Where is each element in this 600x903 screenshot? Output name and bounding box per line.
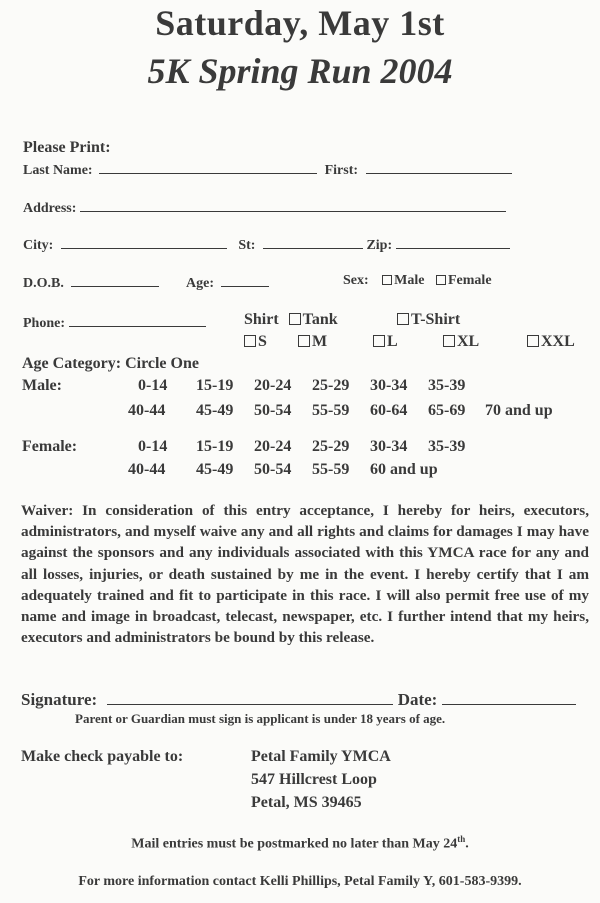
shirt-row [244, 311, 338, 329]
female-age-1[interactable]: 15-19 [196, 438, 234, 455]
female-age-6[interactable]: 40-44 [128, 461, 166, 478]
state-label: St: [238, 238, 256, 253]
phone-field[interactable] [69, 313, 206, 327]
sex-label: Sex: [343, 273, 369, 288]
zip-field[interactable] [396, 235, 510, 249]
female-age-9[interactable]: 55-59 [312, 461, 350, 478]
female-label: Female: [22, 438, 78, 455]
signature-field[interactable] [107, 689, 393, 705]
city-label: City: [23, 238, 54, 253]
date-field[interactable] [442, 689, 576, 705]
tank-label: Tank [302, 311, 338, 328]
size-xl-checkbox[interactable] [443, 335, 455, 347]
contact-info: For more information contact Kelli Phillips, Petal Family Y, 601-583-9399. [78, 874, 522, 889]
male-age-0[interactable]: 0-14 [138, 377, 168, 394]
male-label: Male: [22, 377, 62, 394]
female-age-2[interactable]: 20-24 [254, 438, 292, 455]
signature-row [21, 689, 576, 710]
dob-field[interactable] [71, 273, 159, 287]
tshirt-label: T-Shirt [411, 311, 461, 328]
last-name-field[interactable] [99, 160, 317, 174]
address-label: Address: [23, 201, 77, 216]
check-payable-label: Make check payable to: [21, 748, 184, 765]
address-row [23, 198, 506, 217]
female-age-5[interactable]: 35-39 [428, 438, 466, 455]
signature-label: Signature: [21, 690, 98, 709]
phone-label: Phone: [23, 316, 65, 331]
female-age-4[interactable]: 30-34 [370, 438, 408, 455]
waiver-text: Waiver: In consideration of this entry acceptance, I hereby for heirs, executors, administrators, and myself waive any and all rights and claims for damages I may have against the sponsors and any individuals associated with this YMCA race for any and all losses, injuries, or death sustained by me in the event. I hereby certify that I am adequately trained and fit to participate in this race. I will also permit free use of my name and image in broadcast, telecast, newspaper, etc. I further intend that my heirs, executors and administrators be bound by this release. [21, 502, 589, 647]
male-age-2[interactable]: 20-24 [254, 377, 292, 394]
male-age-5[interactable]: 35-39 [428, 377, 466, 394]
female-age-3[interactable]: 25-29 [312, 438, 350, 455]
size-xxl-checkbox[interactable] [527, 335, 539, 347]
age-category-title: Age Category: Circle One [22, 355, 199, 372]
first-name-label: First: [324, 163, 359, 178]
male-age-8[interactable]: 50-54 [254, 402, 292, 419]
event-title: 5K Spring Run 2004 [147, 51, 453, 91]
size-s-label: S [258, 333, 267, 350]
zip-label: Zip: [366, 238, 393, 253]
male-age-1[interactable]: 15-19 [196, 377, 234, 394]
size-l [373, 333, 398, 351]
last-name-label: Last Name: [23, 163, 93, 178]
shirt-label: Shirt [244, 311, 279, 328]
size-l-label: L [387, 333, 398, 350]
female-age-7[interactable]: 45-49 [196, 461, 234, 478]
female-option-label: Female [448, 273, 492, 288]
state-field[interactable] [263, 235, 363, 249]
size-xxl-label: XXL [541, 333, 575, 350]
male-age-4[interactable]: 30-34 [370, 377, 408, 394]
female-checkbox[interactable] [436, 275, 446, 285]
age-field[interactable] [221, 273, 269, 287]
payee-city: Petal, MS 39465 [251, 794, 362, 811]
size-s [244, 333, 267, 351]
guardian-note: Parent or Guardian must sign is applicant is under 18 years of age. [75, 711, 446, 726]
payee-name: Petal Family YMCA [251, 748, 391, 765]
female-age-8[interactable]: 50-54 [254, 461, 292, 478]
first-name-field[interactable] [366, 160, 512, 174]
last-name-row [23, 160, 512, 179]
male-age-12[interactable]: 70 and up [485, 402, 553, 419]
size-xl-label: XL [457, 333, 480, 350]
mail-note-sup: th [457, 834, 466, 844]
mail-note-end: . [465, 836, 469, 852]
age-row [186, 273, 269, 292]
size-m [298, 333, 327, 351]
phone-row [23, 313, 206, 332]
age-label: Age: [186, 276, 214, 291]
date-title: Saturday, May 1st [155, 3, 445, 43]
sex-row [343, 273, 492, 289]
male-checkbox[interactable] [382, 275, 392, 285]
tshirt-option [397, 311, 460, 329]
size-l-checkbox[interactable] [373, 335, 385, 347]
tshirt-checkbox[interactable] [397, 313, 409, 325]
city-field[interactable] [61, 235, 227, 249]
male-age-9[interactable]: 55-59 [312, 402, 350, 419]
female-age-0[interactable]: 0-14 [138, 438, 168, 455]
address-field[interactable] [80, 198, 506, 212]
tank-checkbox[interactable] [289, 313, 301, 325]
size-m-checkbox[interactable] [298, 335, 310, 347]
size-xxl [527, 333, 575, 351]
female-age-10[interactable]: 60 and up [370, 461, 438, 478]
dob-row [23, 273, 159, 292]
male-age-7[interactable]: 45-49 [196, 402, 234, 419]
male-age-10[interactable]: 60-64 [370, 402, 408, 419]
date-label: Date: [397, 690, 438, 709]
male-age-3[interactable]: 25-29 [312, 377, 350, 394]
size-m-label: M [312, 333, 328, 350]
mail-note [0, 834, 600, 853]
please-print-label: Please Print: [23, 139, 111, 156]
male-option-label: Male [394, 273, 425, 288]
payee-street: 547 Hillcrest Loop [251, 771, 377, 788]
male-age-6[interactable]: 40-44 [128, 402, 166, 419]
city-row [23, 235, 510, 254]
size-xl [443, 333, 479, 351]
male-age-11[interactable]: 65-69 [428, 402, 466, 419]
size-s-checkbox[interactable] [244, 335, 256, 347]
dob-label: D.O.B. [23, 276, 64, 291]
mail-note-text: Mail entries must be postmarked no later than May 24 [131, 836, 458, 852]
